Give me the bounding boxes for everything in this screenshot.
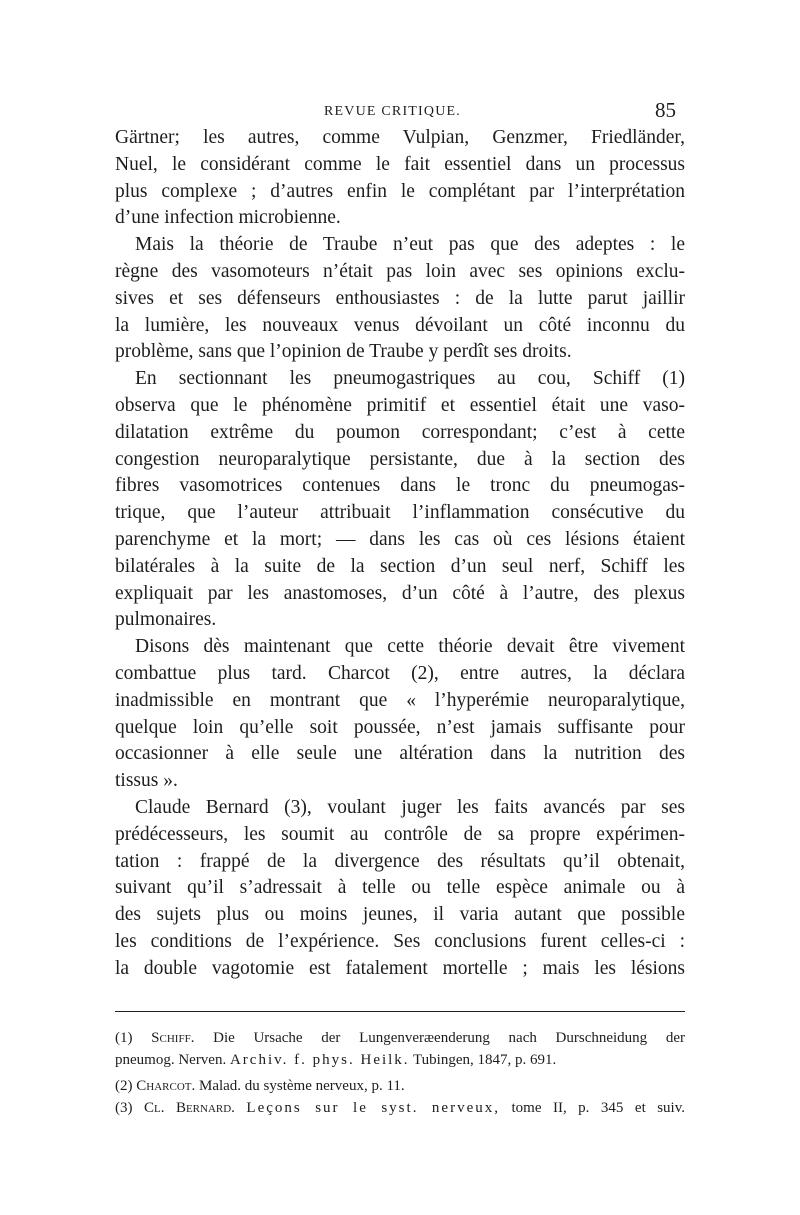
- footnote-3: [115, 1097, 685, 1119]
- text-line: occasionner à elle seule une altération dans la nutrition des: [115, 743, 685, 765]
- text-line: plus complexe ; d’autres enfin le complétant par l’interprétation: [115, 180, 685, 202]
- text-line: trique, que l’auteur attribuait l’inflammation consécutive du: [115, 502, 685, 524]
- text-line: sives et ses défenseurs enthousiastes : de la lutte parut jaillir: [115, 287, 685, 309]
- footnote-journal: Archiv. f. phys. Heilk.: [229, 1052, 410, 1068]
- footnote-text: tome II, p. 345 et suiv.: [511, 1100, 685, 1116]
- text-line: observa que le phénomène primitif et essentiel était une vaso-: [115, 394, 685, 416]
- text-line: Claude Bernard (3), voulant juger les faits avancés par ses: [135, 796, 685, 818]
- footnote-1-continued: [115, 1049, 685, 1071]
- text-line: fibres vasomotrices contenues dans le tronc du pneumogas-: [115, 475, 685, 497]
- footnotes: [115, 1027, 685, 1119]
- text-line: congestion neuroparalytique persistante, due à la section des: [115, 448, 685, 470]
- text-line: combattue plus tard. Charcot (2), entre autres, la déclara: [115, 662, 685, 684]
- footnote-marker: (3): [115, 1100, 133, 1116]
- footnote-text: pneumog. Nerven.: [115, 1052, 227, 1068]
- footnote-author: Schiff.: [151, 1030, 195, 1046]
- footnote-author: Cl. Bernard.: [143, 1100, 235, 1116]
- text-line: suivant qu’il s’adressait à telle ou telle espèce animale ou à: [115, 877, 685, 899]
- footnote-title: Leçons sur le syst. nerveux,: [246, 1100, 500, 1116]
- text-line: d’une infection microbienne.: [115, 207, 341, 229]
- text-line: dilatation extrême du poumon correspondant; c’est à cette: [115, 421, 685, 443]
- text-line: pulmonaires.: [115, 609, 217, 631]
- footnote-author: Charcot.: [136, 1078, 196, 1094]
- text-line: prédécesseurs, les soumit au contrôle de sa propre expérimen-: [115, 823, 685, 845]
- footnote-text: Malad. du système nerveux, p. 11.: [198, 1078, 405, 1094]
- text-line: Gärtner; les autres, comme Vulpian, Genzmer, Friedländer,: [115, 127, 685, 148]
- footnote-rule: [115, 1011, 685, 1012]
- page-number: 85: [655, 98, 676, 122]
- text-line: bilatérales à la suite de la section d’un seul nerf, Schiff les: [115, 555, 685, 577]
- footnote-2: [115, 1075, 685, 1097]
- running-title: REVUE CRITIQUE.: [324, 104, 461, 119]
- text-line: tation : frappé de la divergence des résultats qu’il obtenait,: [115, 850, 685, 872]
- footnote-marker: (1): [115, 1030, 133, 1046]
- text-line: la lumière, les nouveaux venus dévoilant un côté inconnu du: [115, 314, 685, 336]
- text-line: inadmissible en montrant que « l’hyperémie neuroparalytique,: [115, 689, 685, 711]
- text-line: Mais la théorie de Traube n’eut pas que des adeptes : le: [135, 234, 685, 256]
- text-line: problème, sans que l’opinion de Traube y perdît ses droits.: [115, 341, 572, 363]
- body-text: [115, 125, 685, 983]
- text-line: quelque loin qu’elle soit poussée, n’est jamais suffisante pour: [115, 716, 685, 738]
- text-line: parenchyme et la mort; — dans les cas où ces lésions étaient: [115, 528, 685, 550]
- text-line: la double vagotomie est fatalement mortelle ; mais les lésions: [115, 957, 685, 979]
- text-line: les conditions de l’expérience. Ses conclusions furent celles-ci :: [115, 930, 685, 952]
- running-head: [0, 98, 800, 128]
- text-line: tissus ».: [115, 770, 178, 792]
- text-line: Nuel, le considérant comme le fait essentiel dans un processus: [115, 153, 685, 175]
- footnote-1: [115, 1027, 685, 1049]
- text-line: Disons dès maintenant que cette théorie devait être vivement: [135, 636, 685, 658]
- text-line: expliquait par les anastomoses, d’un côté à l’autre, des plexus: [115, 582, 685, 604]
- footnote-text: Tubingen, 1847, p. 691.: [413, 1052, 557, 1068]
- text-line: En sectionnant les pneumogastriques au cou, Schiff (1): [135, 368, 685, 390]
- footnote-text: Die Ursache der Lungenveræenderung nach Durschneidung der: [213, 1030, 685, 1046]
- text-line: des sujets plus ou moins jeunes, il varia autant que possible: [115, 904, 685, 926]
- footnote-marker: (2): [115, 1078, 133, 1094]
- text-line: règne des vasomoteurs n’était pas loin avec ses opinions exclu-: [115, 260, 685, 282]
